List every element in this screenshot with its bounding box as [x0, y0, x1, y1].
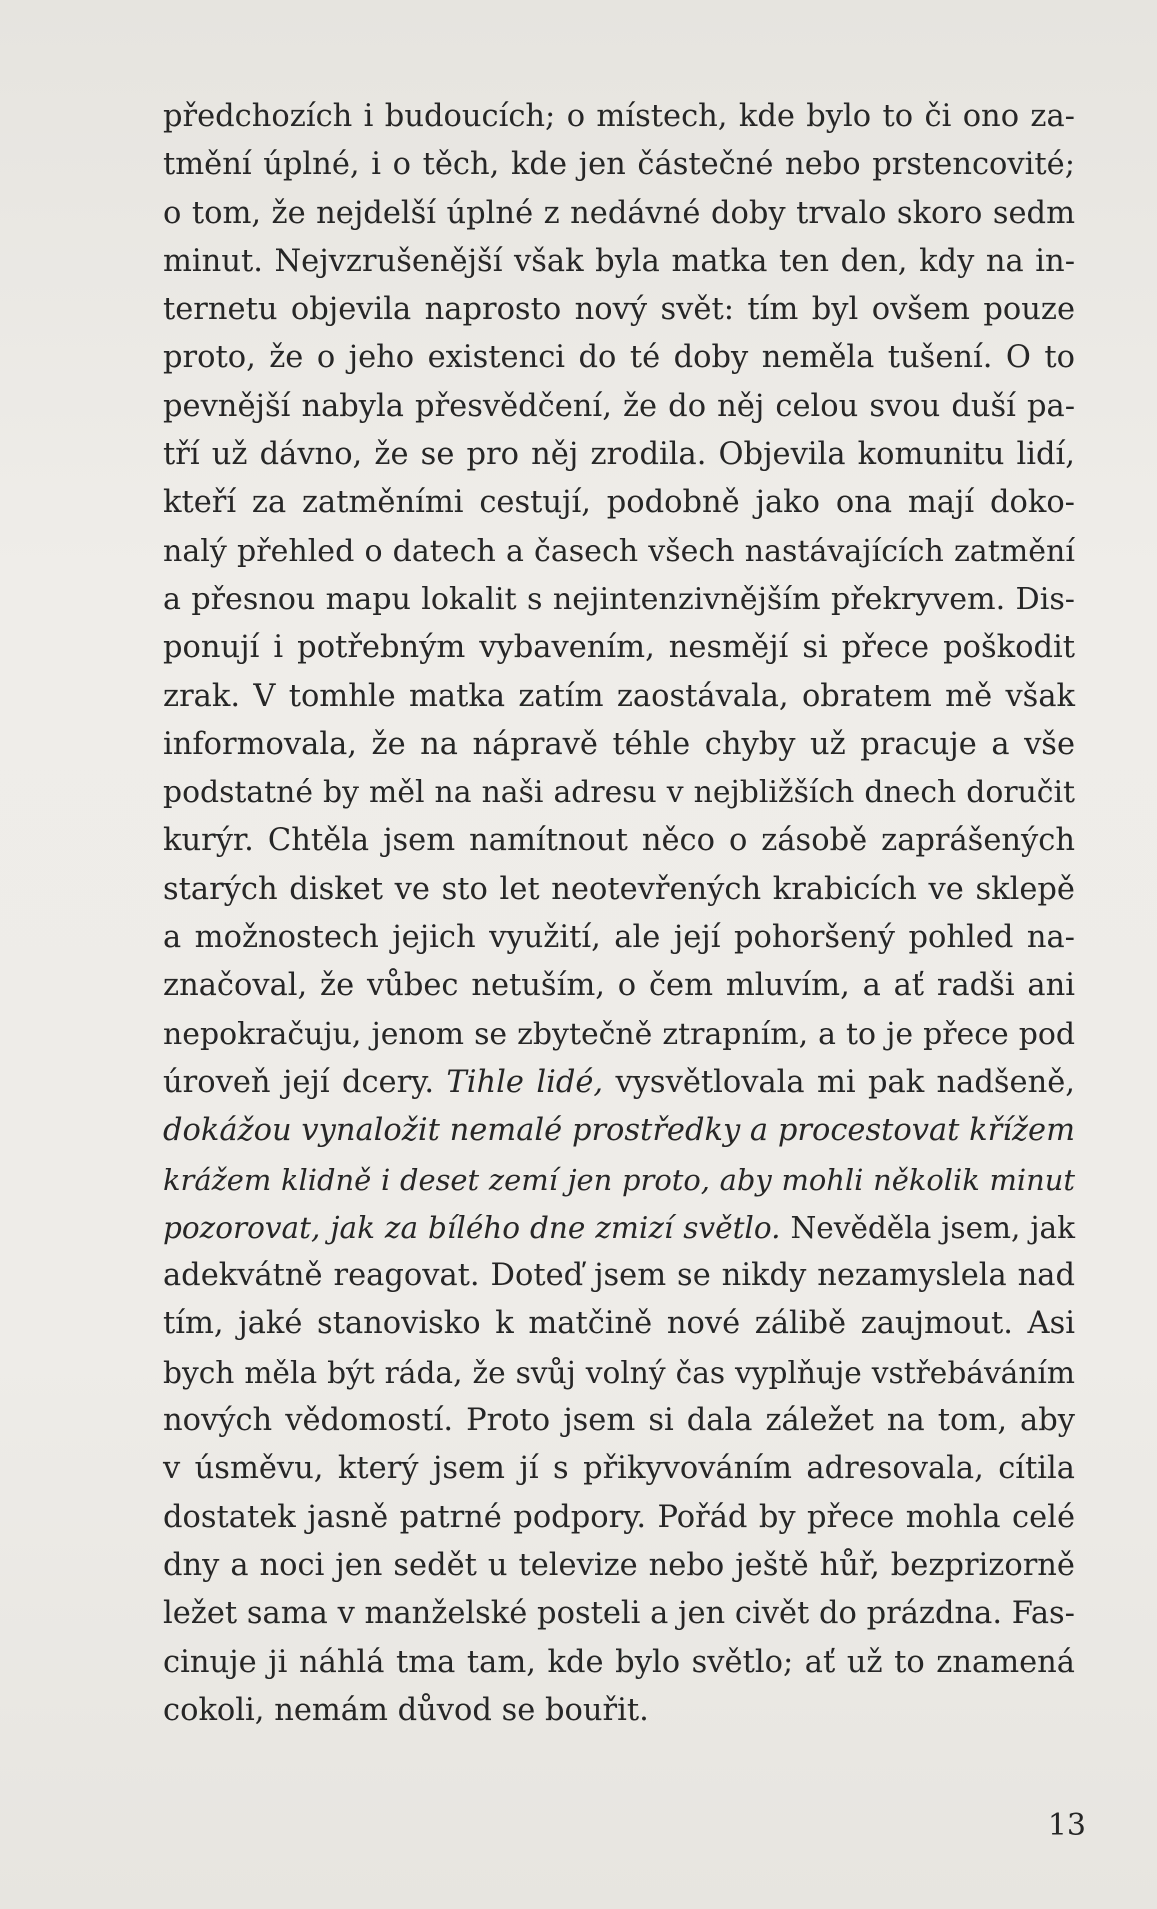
text-line: [163, 1300, 1075, 1348]
text-line: [163, 1687, 1075, 1735]
text-line: [163, 1011, 1075, 1059]
text-segment: nalý přehled o datech a časech všech nastávajících zatmění: [163, 533, 1075, 569]
text-segment: vysvětlovala mi pak nadšeně,: [603, 1064, 1075, 1100]
text-line: [163, 866, 1075, 914]
text-segment: starých disket ve sto let neotevřených krabicích ve sklepě: [163, 871, 1075, 907]
text-line: [163, 238, 1075, 286]
text-segment: pevnější nabyla přesvědčení, že do něj celou svou duší pa-: [163, 388, 1075, 424]
italic-text: pozorovat, jak za bílého dne zmizí světlo.: [163, 1210, 781, 1245]
text-segment: informovala, že na nápravě téhle chyby už pracuje a vše: [163, 726, 1075, 762]
text-segment: nových vědomostí. Proto jsem si dala záležet na tom, aby: [163, 1403, 1075, 1439]
text-segment: cinuje ji náhlá tma tam, kde bylo světlo; ať už to znamená: [163, 1644, 1075, 1680]
text-line: [163, 286, 1075, 334]
text-line: [163, 673, 1075, 721]
italic-text: dokážou vynaložit nemalé prostředky a procestovat křížem: [163, 1113, 1075, 1149]
text-line: [163, 769, 1075, 817]
text-segment: tmění úplné, i o těch, kde jen částečné nebo prstencovité;: [163, 147, 1075, 183]
text-line: [163, 1252, 1075, 1300]
text-line: [163, 141, 1075, 189]
text-segment: předchozích i budoucích; o místech, kde bylo to či ono za-: [163, 99, 1075, 134]
text-segment: tří už dávno, že se pro něj zrodila. Objevila komunitu lidí,: [163, 437, 1075, 473]
text-line: [163, 1494, 1075, 1542]
text-segment: o tom, že nejdelší úplné z nedávné doby trvalo skoro sedm: [163, 195, 1075, 231]
text-line: [163, 576, 1075, 624]
text-segment: dostatek jasně patrné podpory. Pořád by přece mohla celé: [163, 1499, 1075, 1535]
text-segment: kurýr. Chtěla jsem namítnout něco o zásobě zaprášených: [163, 823, 1075, 859]
text-segment: proto, že o jeho existenci do té doby neměla tušení. O to: [163, 340, 1075, 376]
text-line: [163, 479, 1075, 527]
text-segment: ležet sama v manželské posteli a jen civět do prázdna. Fas-: [163, 1596, 1075, 1632]
text-line: [163, 1445, 1075, 1493]
text-line: [163, 914, 1075, 962]
text-segment: zrak. V tomhle matka zatím zaostávala, obratem mě však: [163, 678, 1075, 714]
text-segment: nepokračuju, jenom se zbytečně ztrapním, a to je přece pod: [163, 1016, 1075, 1052]
text-segment: ponují i potřebným vybavením, nesmějí si přece poškodit: [163, 630, 1075, 666]
text-segment: a přesnou mapu lokalit s nejintenzivnějším překryvem. Dis-: [163, 581, 1075, 617]
text-line: [163, 431, 1075, 479]
body-text: [163, 93, 1075, 1735]
text-line: [163, 624, 1075, 672]
text-line: [163, 1059, 1075, 1107]
text-line: [163, 1156, 1075, 1204]
text-segment: bych měla být ráda, že svůj volný čas vyplňuje vstřebáváním: [163, 1354, 1075, 1390]
italic-text: Tihle lidé,: [446, 1064, 604, 1100]
page-number: 13: [1047, 1808, 1086, 1843]
text-segment: podstatné by měl na naši adresu v nejbližších dnech doručit: [163, 775, 1075, 811]
text-segment: Nevěděla jsem, jak: [780, 1210, 1075, 1245]
text-line: [163, 962, 1075, 1010]
text-line: [163, 93, 1075, 141]
text-segment: značoval, že vůbec netuším, o čem mluvím, a ať radši ani: [163, 968, 1075, 1004]
text-line: [163, 1590, 1075, 1638]
text-line: [163, 1397, 1075, 1445]
text-segment: minut. Nejvzrušenější však byla matka ten den, kdy na in-: [163, 243, 1075, 279]
text-segment: tím, jaké stanovisko k matčině nové zálibě zaujmout. Asi: [163, 1306, 1075, 1342]
text-segment: cokoli, nemám důvod se bouřit.: [163, 1692, 649, 1728]
text-line: [163, 334, 1075, 382]
text-segment: v úsměvu, který jsem jí s přikyvováním adresovala, cítila: [163, 1451, 1075, 1487]
text-line: [163, 1204, 1075, 1252]
text-line: [163, 1107, 1075, 1155]
text-line: [163, 528, 1075, 576]
text-line: [163, 383, 1075, 431]
text-line: [163, 1349, 1075, 1397]
text-segment: dny a noci jen sedět u televize nebo ještě hůř, bezprizorně: [163, 1547, 1075, 1583]
text-line: [163, 817, 1075, 865]
text-segment: úroveň její dcery.: [163, 1064, 447, 1100]
text-line: [163, 1639, 1075, 1687]
text-line: [163, 1542, 1075, 1590]
text-segment: kteří za zatměními cestují, podobně jako ona mají doko-: [163, 485, 1075, 521]
italic-text: krážem klidně i deset zemí jen proto, aby mohli několik minut: [163, 1162, 1075, 1197]
text-segment: ternetu objevila naprosto nový svět: tím byl ovšem pouze: [163, 292, 1075, 328]
text-line: [163, 721, 1075, 769]
text-segment: a možnostech jejich využití, ale její pohoršený pohled na-: [163, 920, 1075, 956]
text-line: [163, 190, 1075, 238]
text-segment: adekvátně reagovat. Doteď jsem se nikdy nezamyslela nad: [163, 1258, 1075, 1294]
